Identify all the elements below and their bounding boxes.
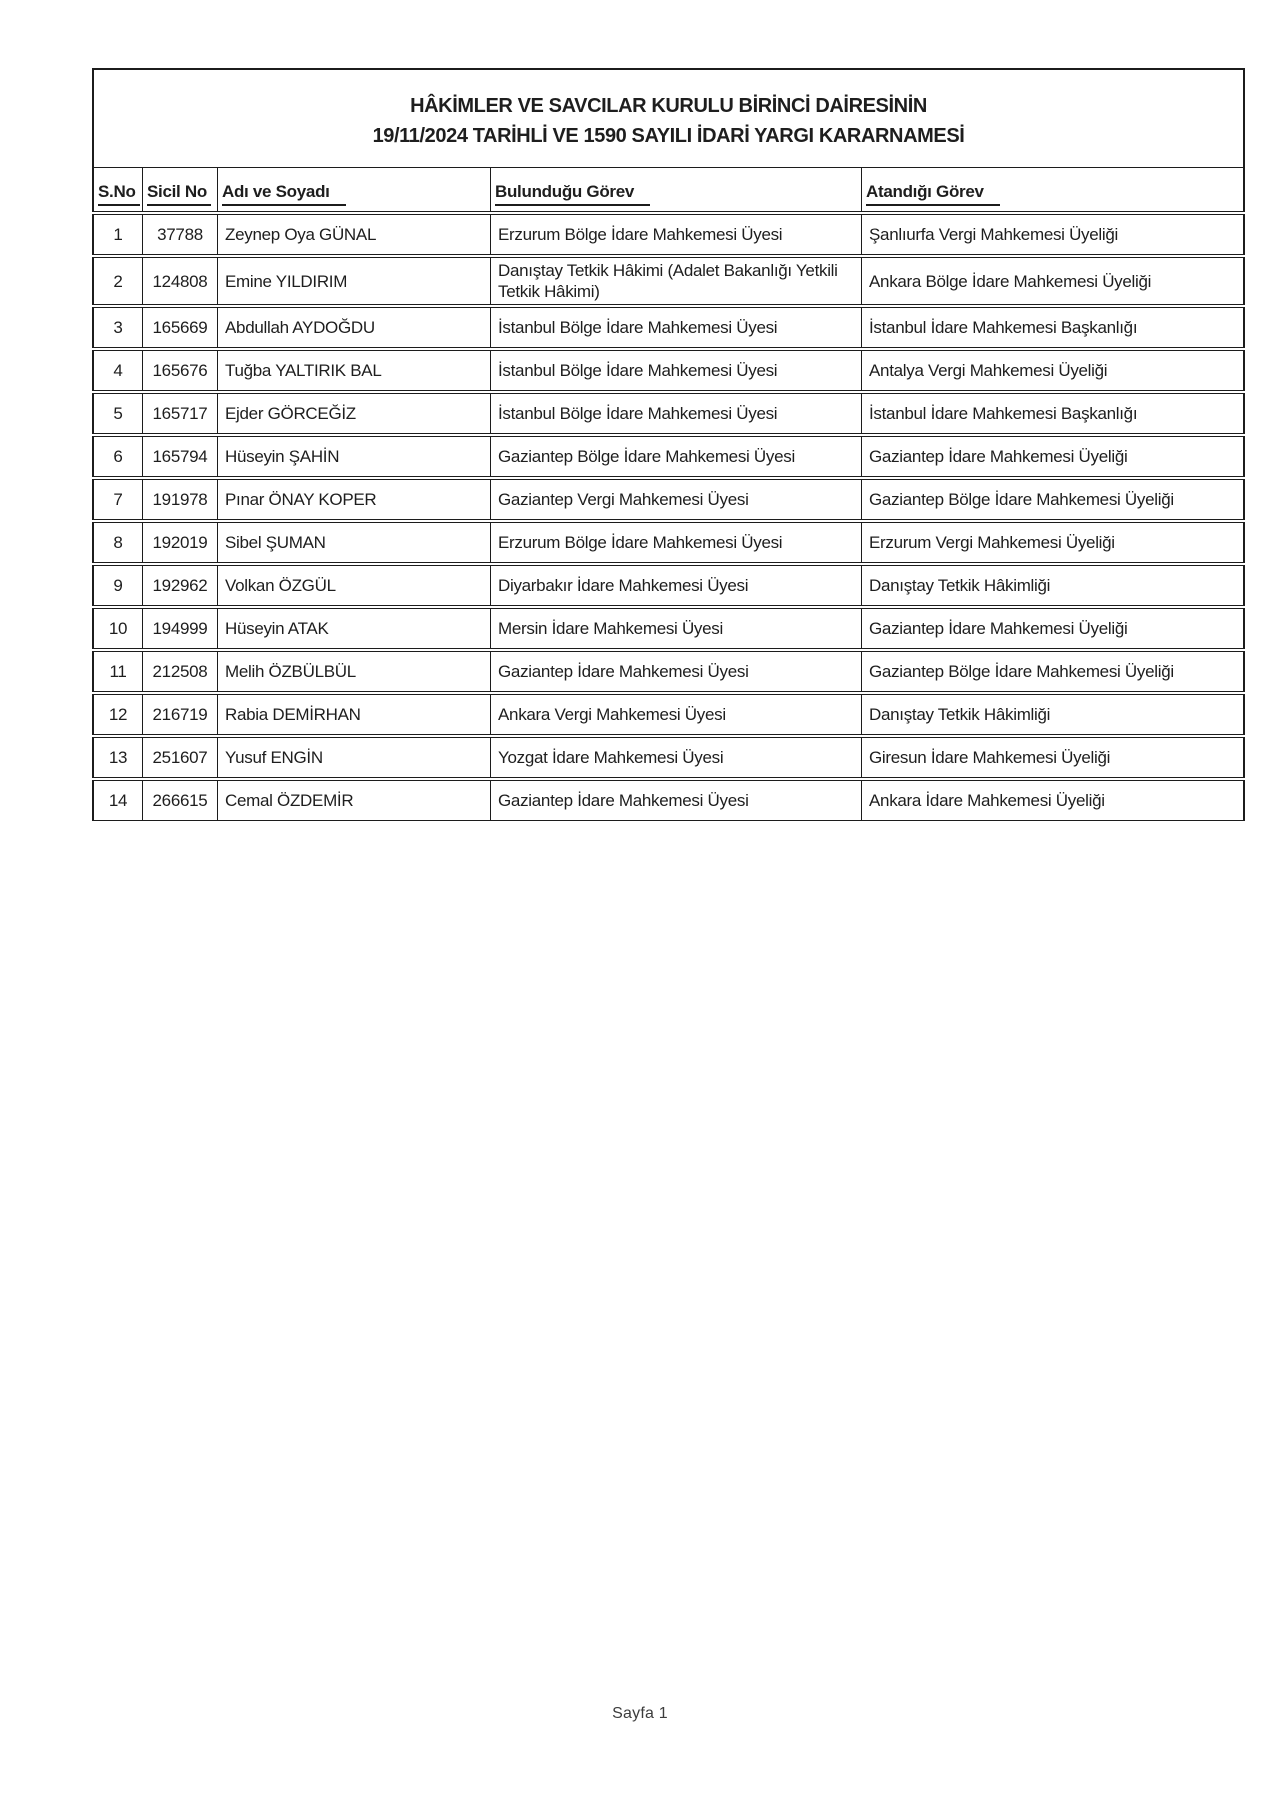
table-row <box>92 780 1245 821</box>
cell-assigned-post: Şanlıurfa Vergi Mahkemesi Üyeliği <box>862 214 1245 255</box>
cell-current-post: İstanbul Bölge İdare Mahkemesi Üyesi <box>491 393 862 434</box>
table-row <box>92 479 1245 520</box>
header-sno <box>92 167 143 212</box>
header-sicil-no-label: Sicil No <box>147 182 211 206</box>
cell-assigned-post: Gaziantep İdare Mahkemesi Üyeliği <box>862 608 1245 649</box>
cell-name: Ejder GÖRCEĞİZ <box>218 393 491 434</box>
cell-name: Emine YILDIRIM <box>218 257 491 305</box>
cell-current-post: Gaziantep Vergi Mahkemesi Üyesi <box>491 479 862 520</box>
cell-sno: 1 <box>92 214 143 255</box>
cell-current-post: Erzurum Bölge İdare Mahkemesi Üyesi <box>491 522 862 563</box>
header-current-post <box>491 167 862 212</box>
cell-name: Rabia DEMİRHAN <box>218 694 491 735</box>
cell-sicil-no: 192962 <box>143 565 218 606</box>
cell-sicil-no: 37788 <box>143 214 218 255</box>
table-row <box>92 307 1245 348</box>
cell-name: Zeynep Oya GÜNAL <box>218 214 491 255</box>
table-row <box>92 436 1245 477</box>
cell-name: Hüseyin ATAK <box>218 608 491 649</box>
cell-assigned-post: Erzurum Vergi Mahkemesi Üyeliği <box>862 522 1245 563</box>
cell-assigned-post: Gaziantep Bölge İdare Mahkemesi Üyeliği <box>862 479 1245 520</box>
cell-sicil-no: 124808 <box>143 257 218 305</box>
cell-name: Abdullah AYDOĞDU <box>218 307 491 348</box>
header-sicil-no <box>143 167 218 212</box>
table-row <box>92 565 1245 606</box>
cell-assigned-post: Gaziantep İdare Mahkemesi Üyeliği <box>862 436 1245 477</box>
cell-sno: 13 <box>92 737 143 778</box>
cell-assigned-post: Danıştay Tetkik Hâkimliği <box>862 694 1245 735</box>
table-row <box>92 350 1245 391</box>
cell-sno: 5 <box>92 393 143 434</box>
cell-name: Cemal ÖZDEMİR <box>218 780 491 821</box>
cell-assigned-post: İstanbul İdare Mahkemesi Başkanlığı <box>862 393 1245 434</box>
cell-current-post: Gaziantep Bölge İdare Mahkemesi Üyesi <box>491 436 862 477</box>
cell-current-post: Danıştay Tetkik Hâkimi (Adalet Bakanlığı Yetkili Tetkik Hâkimi) <box>491 257 862 305</box>
header-sno-label: S.No <box>98 182 140 206</box>
table-row <box>92 522 1245 563</box>
cell-assigned-post: Gaziantep Bölge İdare Mahkemesi Üyeliği <box>862 651 1245 692</box>
cell-sicil-no: 251607 <box>143 737 218 778</box>
cell-sno: 10 <box>92 608 143 649</box>
cell-assigned-post: İstanbul İdare Mahkemesi Başkanlığı <box>862 307 1245 348</box>
document-title <box>92 68 1245 167</box>
table-row <box>92 257 1245 305</box>
cell-sicil-no: 165717 <box>143 393 218 434</box>
cell-sicil-no: 192019 <box>143 522 218 563</box>
cell-sno: 12 <box>92 694 143 735</box>
header-current-post-label: Bulunduğu Görev <box>495 182 650 206</box>
cell-current-post: Erzurum Bölge İdare Mahkemesi Üyesi <box>491 214 862 255</box>
cell-sno: 3 <box>92 307 143 348</box>
cell-name: Volkan ÖZGÜL <box>218 565 491 606</box>
header-name-label: Adı ve Soyadı <box>222 182 346 206</box>
cell-name: Pınar ÖNAY KOPER <box>218 479 491 520</box>
table-row <box>92 393 1245 434</box>
table-row <box>92 737 1245 778</box>
cell-name: Melih ÖZBÜLBÜL <box>218 651 491 692</box>
cell-sicil-no: 191978 <box>143 479 218 520</box>
page-number: Sayfa 1 <box>612 1705 668 1722</box>
header-name <box>218 167 491 212</box>
cell-current-post: Gaziantep İdare Mahkemesi Üyesi <box>491 651 862 692</box>
cell-sno: 6 <box>92 436 143 477</box>
cell-sicil-no: 266615 <box>143 780 218 821</box>
cell-sno: 8 <box>92 522 143 563</box>
cell-sno: 4 <box>92 350 143 391</box>
cell-assigned-post: Danıştay Tetkik Hâkimliği <box>862 565 1245 606</box>
title-line-1: HÂKİMLER VE SAVCILAR KURULU BİRİNCİ DAİRESİNİN <box>410 94 927 117</box>
cell-current-post: Gaziantep İdare Mahkemesi Üyesi <box>491 780 862 821</box>
cell-sno: 9 <box>92 565 143 606</box>
cell-sno: 14 <box>92 780 143 821</box>
table-row <box>92 214 1245 255</box>
cell-assigned-post: Giresun İdare Mahkemesi Üyeliği <box>862 737 1245 778</box>
cell-current-post: Mersin İdare Mahkemesi Üyesi <box>491 608 862 649</box>
table-row <box>92 608 1245 649</box>
decree-document <box>92 68 1245 823</box>
cell-sicil-no: 212508 <box>143 651 218 692</box>
cell-sicil-no: 194999 <box>143 608 218 649</box>
cell-sicil-no: 216719 <box>143 694 218 735</box>
cell-sno: 11 <box>92 651 143 692</box>
table-row <box>92 651 1245 692</box>
header-assigned-post-label: Atandığı Görev <box>866 182 1000 206</box>
cell-current-post: Yozgat İdare Mahkemesi Üyesi <box>491 737 862 778</box>
cell-sno: 2 <box>92 257 143 305</box>
cell-current-post: Ankara Vergi Mahkemesi Üyesi <box>491 694 862 735</box>
cell-assigned-post: Ankara İdare Mahkemesi Üyeliği <box>862 780 1245 821</box>
cell-current-post: İstanbul Bölge İdare Mahkemesi Üyesi <box>491 307 862 348</box>
cell-name: Sibel ŞUMAN <box>218 522 491 563</box>
cell-assigned-post: Antalya Vergi Mahkemesi Üyeliği <box>862 350 1245 391</box>
cell-sicil-no: 165676 <box>143 350 218 391</box>
cell-assigned-post: Ankara Bölge İdare Mahkemesi Üyeliği <box>862 257 1245 305</box>
header-assigned-post <box>862 167 1245 212</box>
cell-name: Tuğba YALTIRIK BAL <box>218 350 491 391</box>
table-row <box>92 694 1245 735</box>
cell-sicil-no: 165669 <box>143 307 218 348</box>
cell-sno: 7 <box>92 479 143 520</box>
cell-current-post: Diyarbakır İdare Mahkemesi Üyesi <box>491 565 862 606</box>
title-line-2: 19/11/2024 TARİHLİ VE 1590 SAYILI İDARİ YARGI KARARNAMESİ <box>372 124 965 147</box>
cell-current-post: İstanbul Bölge İdare Mahkemesi Üyesi <box>491 350 862 391</box>
table-header-row <box>92 167 1245 212</box>
cell-name: Yusuf ENGİN <box>218 737 491 778</box>
appointments-table <box>92 165 1245 823</box>
cell-sicil-no: 165794 <box>143 436 218 477</box>
cell-name: Hüseyin ŞAHİN <box>218 436 491 477</box>
